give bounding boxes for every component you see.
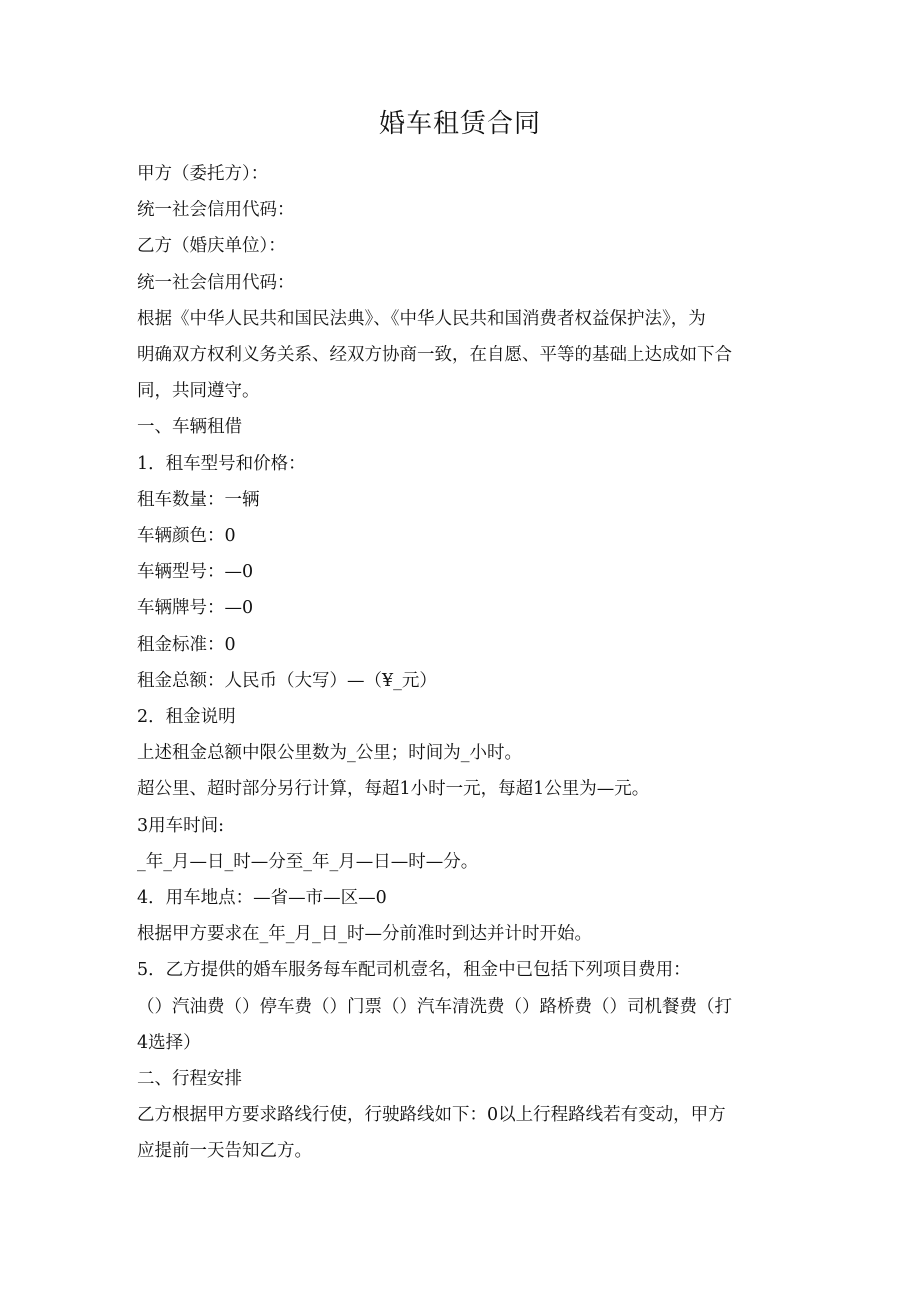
document-body [137,156,777,1170]
party-b-credit-code-line: 统一社会信用代码： [137,272,295,293]
item-5-heading: 5．乙方提供的婚车服务每车配司机壹名，租金中已包括下列项目费用： [137,960,691,981]
item-1-heading: 1．租车型号和价格： [137,453,306,474]
party-a-credit-code-line: 统一社会信用代码： [137,200,295,221]
included-fees-line-1: （）汽油费（）停车费（）门票（）汽车清洗费（）路桥费（）司机餐费（打 [137,996,732,1017]
item-4-location-line: 4．用车地点：—省—市—区—0 [137,888,387,909]
rental-total-line: 租金总额：人民币（大写）—（¥_元） [137,670,437,691]
route-line-2: 应提前一天告知乙方。 [137,1141,312,1162]
intro-line-2: 明确双方权利义务关系、经双方协商一致，在自愿、平等的基础上达成如下合 [137,345,732,366]
section-2-heading: 二、行程安排 [137,1069,242,1090]
item-3-heading: 3用车时间: [137,815,225,836]
rental-quantity-line: 租车数量：一辆 [137,489,260,510]
rental-standard-line: 租金标准：0 [137,634,236,655]
arrival-time-line: 根据甲方要求在_年_月_日_时—分前准时到达并计时开始。 [137,924,592,945]
item-2-heading: 2．租金说明 [137,707,236,728]
party-b-line: 乙方（婚庆单位）： [137,236,286,257]
route-line-1: 乙方根据甲方要求路线行使，行驶路线如下：0以上行程路线若有变动，甲方 [137,1105,726,1126]
included-fees-line-2: 4选择） [137,1032,201,1053]
document-title: 婚车租赁合同 [378,109,541,139]
mileage-limit-line: 上述租金总额中限公里数为_公里；时间为_小时。 [137,743,522,764]
vehicle-plate-line: 车辆牌号：—0 [137,598,254,619]
vehicle-color-line: 车辆颜色：0 [137,526,236,547]
section-1-heading: 一、车辆租借 [137,417,242,438]
party-a-line: 甲方（委托方）： [137,164,269,184]
overtime-charge-line: 超公里、超时部分另行计算，每超1小时一元，每超1公里为—元。 [137,779,650,800]
usage-time-line: _年_月—日_时—分至_年_月—日—时—分。 [137,851,479,872]
intro-line-3: 同，共同遵守。 [137,381,260,402]
vehicle-model-line: 车辆型号：—0 [137,562,254,583]
intro-line-1: 根据《中华人民共和国民法典》、《中华人民共和国消费者权益保护法》，为 [137,308,706,329]
